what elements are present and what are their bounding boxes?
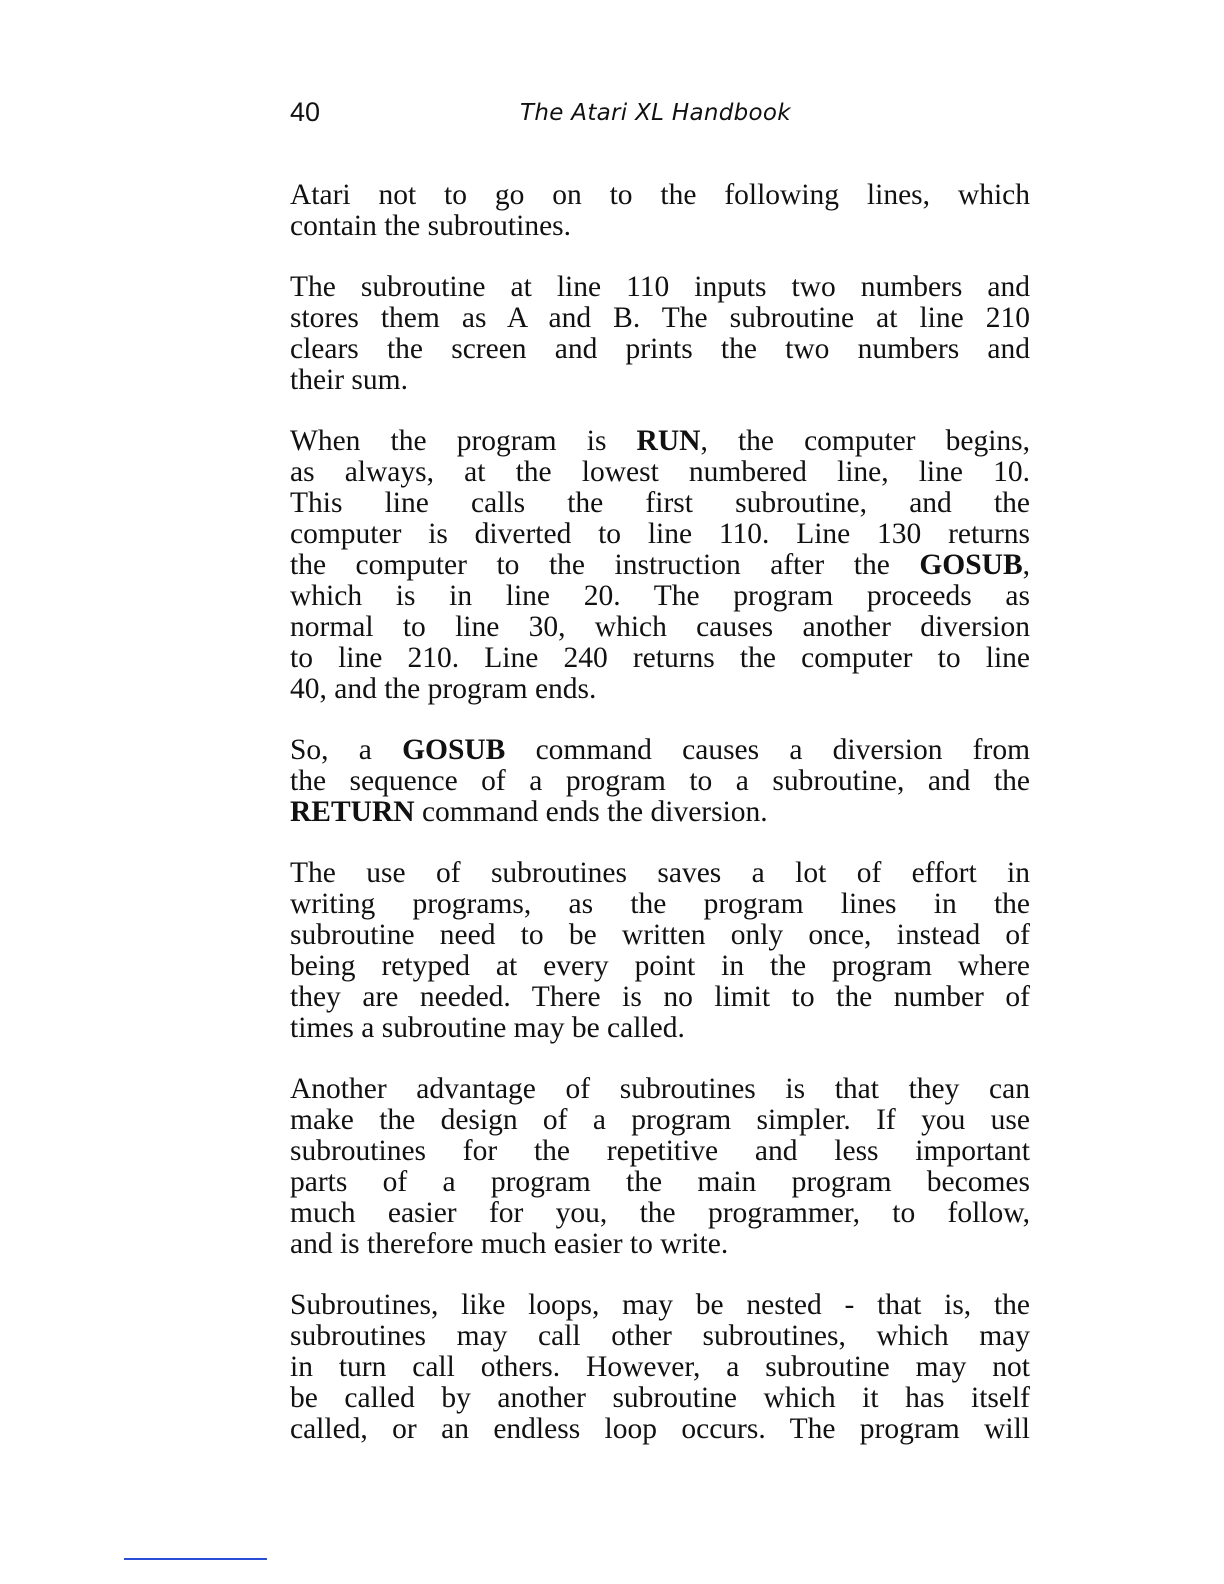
text-line: subroutine need to be written only once, instead of (290, 919, 1030, 951)
text-line: the sequence of a program to a subroutine, and the (290, 765, 1030, 797)
text-line (290, 797, 1030, 828)
text-line: The subroutine at line 110 inputs two numbers and (290, 271, 1030, 303)
page-number: 40 (290, 97, 321, 127)
text-line (290, 735, 1030, 766)
text-line: This line calls the first subroutine, and the (290, 487, 1030, 519)
text-line: be called by another subroutine which it has itself (290, 1382, 1030, 1414)
text-run: , the computer begins, (700, 425, 1030, 457)
text-line: subroutines may call other subroutines, which may (290, 1320, 1030, 1352)
text-line: their sum. (290, 364, 408, 396)
page-header (290, 94, 1030, 134)
text-line: contain the subroutines. (290, 210, 572, 242)
text-line (290, 426, 1030, 457)
text-run: command causes a diversion from (505, 734, 1031, 766)
text-line: called, or an endless loop occurs. The program will (290, 1413, 1030, 1445)
text-line: clears the screen and prints the two numbers and (290, 333, 1030, 365)
text-run: the computer to the instruction after the (290, 549, 920, 581)
text-line (290, 550, 1030, 581)
text-line: and is therefore much easier to write. (290, 1228, 729, 1260)
paragraph-6 (290, 1074, 1030, 1260)
body-text (290, 180, 1030, 1475)
running-title: The Atari XL Handbook (520, 100, 791, 126)
footer-rule (124, 1558, 267, 1560)
text-line: being retyped at every point in the program where (290, 950, 1030, 982)
text-line: make the design of a program simpler. If you use (290, 1104, 1030, 1136)
paragraph-4 (290, 735, 1030, 828)
keyword-gosub: GOSUB (402, 734, 506, 766)
paragraph-3 (290, 426, 1030, 705)
text-line: Another advantage of subroutines is that they can (290, 1073, 1030, 1105)
text-line: writing programs, as the program lines in the (290, 888, 1030, 920)
text-line: The use of subroutines saves a lot of effort in (290, 857, 1030, 889)
text-line: parts of a program the main program becomes (290, 1166, 1030, 1198)
text-line: much easier for you, the programmer, to follow, (290, 1197, 1030, 1229)
text-line: computer is diverted to line 110. Line 130 returns (290, 518, 1030, 550)
text-run: So, a (290, 734, 403, 766)
text-run: , (1022, 549, 1030, 581)
keyword-gosub: GOSUB (919, 549, 1023, 581)
text-run: When the program is (290, 425, 637, 457)
text-run: command ends the diversion. (414, 796, 768, 828)
text-line: as always, at the lowest numbered line, line 10. (290, 456, 1030, 488)
text-line: subroutines for the repetitive and less important (290, 1135, 1030, 1167)
text-line: times a subroutine may be called. (290, 1012, 685, 1044)
text-line: Subroutines, like loops, may be nested - that is, the (290, 1289, 1030, 1321)
paragraph-2 (290, 272, 1030, 396)
text-line: Atari not to go on to the following lines, which (290, 179, 1030, 211)
text-line: they are needed. There is no limit to the number of (290, 981, 1030, 1013)
text-line: normal to line 30, which causes another diversion (290, 611, 1030, 643)
text-line: 40, and the program ends. (290, 673, 597, 705)
text-line: stores them as A and B. The subroutine at line 210 (290, 302, 1030, 334)
paragraph-5 (290, 858, 1030, 1044)
keyword-run: RUN (636, 425, 701, 457)
text-line: which is in line 20. The program proceeds as (290, 580, 1030, 612)
text-line: to line 210. Line 240 returns the computer to line (290, 642, 1030, 674)
text-line: in turn call others. However, a subroutine may not (290, 1351, 1030, 1383)
keyword-return: RETURN (290, 796, 415, 828)
paragraph-1 (290, 180, 1030, 242)
paragraph-7 (290, 1290, 1030, 1445)
